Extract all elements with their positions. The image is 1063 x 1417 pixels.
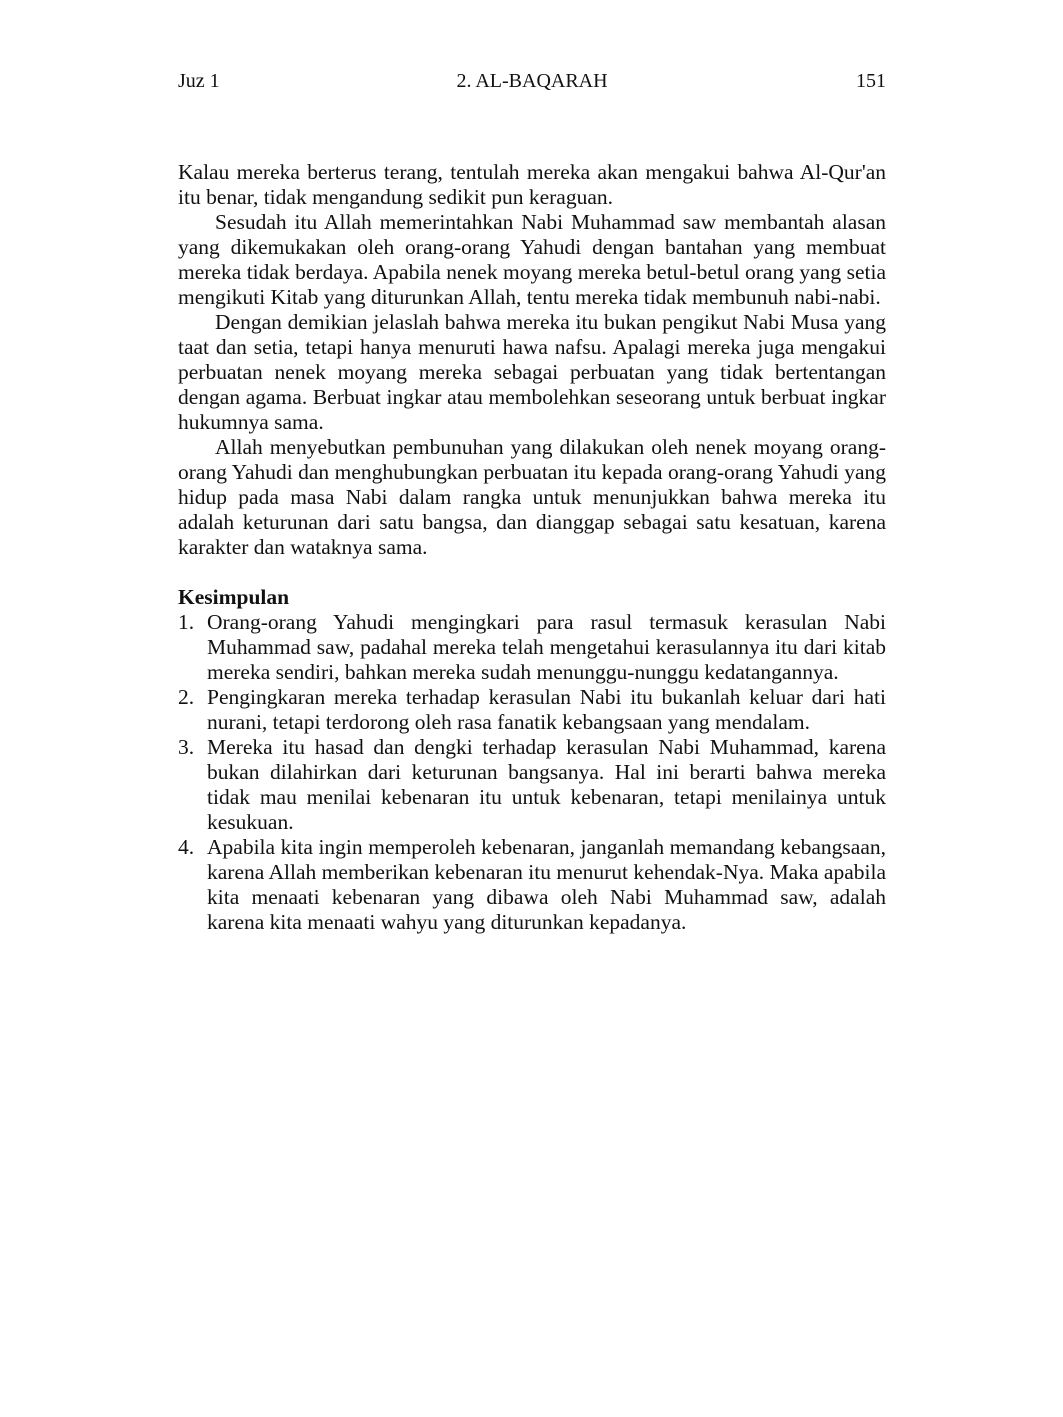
list-item-number: 3. (178, 735, 195, 759)
surah-title: 2. AL-BAQARAH (456, 70, 608, 92)
list-item (178, 735, 886, 835)
paragraph: Dengan demikian jelaslah bahwa mereka itu bukan pengikut Nabi Musa yang taat dan setia, tetapi hanya menuruti hawa nafsu. Apalagi mereka juga mengakui perbuatan nenek moyang mereka sebagai perbuatan yang tidak bertentangan dengan agama. Berbuat ingkar atau membolehkan seseorang untuk berbuat ingkar hukumnya sama. (178, 310, 886, 434)
page-body (178, 160, 886, 935)
paragraph: Kalau mereka berterus terang, tentulah mereka akan mengakui bahwa Al-Qur'an itu benar, tidak mengandung sedikit pun keraguan. (178, 160, 886, 209)
list-item-number: 2. (178, 685, 195, 709)
list-item (178, 835, 886, 935)
conclusion-list (178, 610, 886, 935)
list-item (178, 610, 886, 685)
list-item-text: Apabila kita ingin memperoleh kebenaran, janganlah memandang kebangsaan, karena Allah memberikan kebenaran itu menurut kehendak-Nya. Maka apabila kita menaati kebenaran yang dibawa oleh Nabi Muhammad saw, adalah karena kita menaati wahyu yang diturunkan kepadanya. (207, 835, 886, 934)
list-item-text: Pengingkaran mereka terhadap kerasulan Nabi itu bukanlah keluar dari hati nurani, tetapi terdorong oleh rasa fanatik kebangsaan yang mendalam. (207, 685, 886, 734)
list-item-text: Mereka itu hasad dan dengki terhadap kerasulan Nabi Muhammad, karena bukan dilahirkan dari keturunan bangsanya. Hal ini berarti bahwa mereka tidak mau menilai kebenaran itu untuk kebenaran, tetapi menilainya untuk kesukuan. (207, 735, 886, 834)
list-item-text: Orang-orang Yahudi mengingkari para rasul termasuk kerasulan Nabi Muhammad saw, padahal mereka telah mengetahui kerasulannya itu dari kitab mereka sendiri, bahkan mereka sudah menunggu-nunggu kedatangannya. (207, 610, 886, 684)
juz-label: Juz 1 (178, 70, 220, 92)
running-header (178, 70, 886, 100)
list-item-number: 1. (178, 610, 195, 634)
page-number: 151 (856, 70, 886, 92)
paragraph: Allah menyebutkan pembunuhan yang dilakukan oleh nenek moyang orang-orang Yahudi dan menghubungkan perbuatan itu kepada orang-orang Yahudi yang hidup pada masa Nabi dalam rangka untuk menunjukkan bahwa mereka itu adalah keturunan dari satu bangsa, dan dianggap sebagai satu kesatuan, karena karakter dan wataknya sama. (178, 435, 886, 559)
list-item (178, 685, 886, 735)
paragraph: Sesudah itu Allah memerintahkan Nabi Muhammad saw membantah alasan yang dikemukakan oleh orang-orang Yahudi dengan bantahan yang membuat mereka tidak berdaya. Apabila nenek moyang mereka betul-betul orang yang setia mengikuti Kitab yang diturunkan Allah, tentu mereka tidak membunuh nabi-nabi. (178, 210, 886, 309)
section-heading: Kesimpulan (178, 585, 290, 609)
list-item-number: 4. (178, 835, 195, 859)
